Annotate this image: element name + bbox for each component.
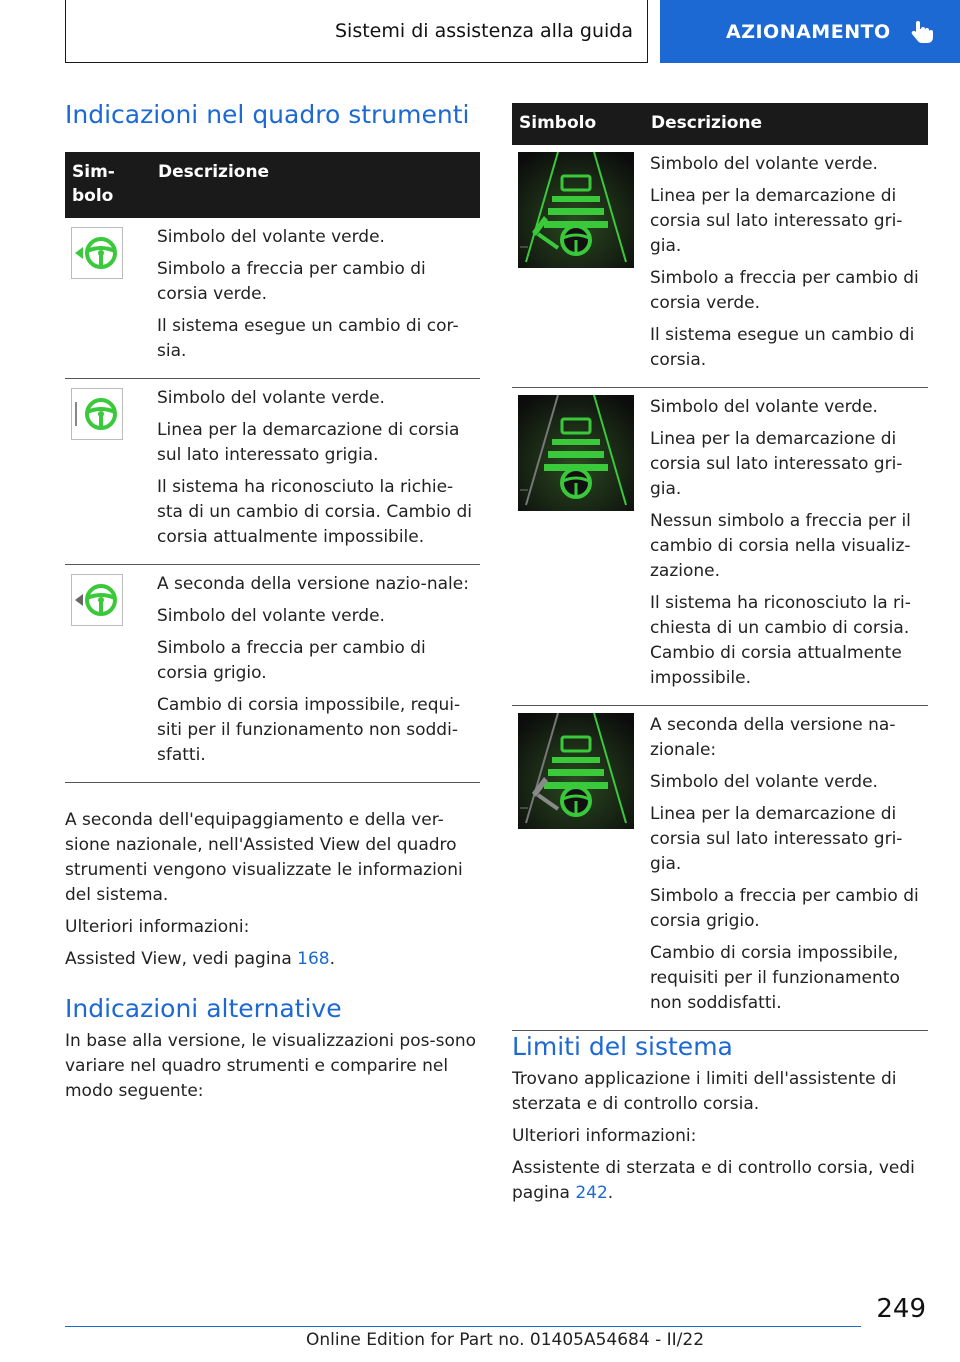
paragraph-further-info: Ulteriori informazioni: [512, 1126, 697, 1146]
steering-wheel-green-icon [71, 388, 123, 440]
section-title-alternative: Indicazioni alternative [65, 994, 342, 1023]
steering-wheel-arrow-green-icon [71, 227, 123, 279]
table-row [512, 706, 928, 1031]
section-title-indicazioni: Indicazioni nel quadro strumenti [65, 100, 470, 129]
r-row2-line3: Nessun simbolo a freccia per il cambio di corsia nella visualiz-zazione. [650, 511, 911, 581]
reference-end: . [329, 949, 336, 969]
r-row1-line4: Il sistema esegue un cambio di corsia. [650, 325, 915, 370]
right-body-text [512, 1032, 928, 1206]
assisted-view-lane-change-grey-icon [518, 713, 634, 829]
row3-line4: Cambio di corsia impossibile, requi-siti per il funzionamento non soddi-sfatti. [157, 695, 461, 765]
r-row3-line5: Cambio di corsia impossibile, requisiti per il funzionamento non soddisfatti. [650, 943, 900, 1013]
symbol-table-left [65, 152, 480, 783]
page-number: 249 [876, 1294, 926, 1324]
table-row [65, 218, 480, 379]
r-row1-line3: Simbolo a freccia per cambio di corsia verde. [650, 268, 919, 313]
table-header-row [65, 152, 480, 218]
row2-line1: Simbolo del volante verde. [157, 388, 385, 408]
page-link-242[interactable]: 242 [575, 1183, 608, 1203]
r-row2-line4: Il sistema ha riconosciuto la ri-chiesta di un cambio di corsia. Cambio di corsia attualmente impossibile. [650, 593, 911, 688]
header-section [65, 0, 648, 63]
row2-line3: Il sistema ha riconosciuto la richie-sta di un cambio di corsia. Cambio di corsia attualmente impossibile. [157, 477, 472, 547]
paragraph-further-info: Ulteriori informazioni: [65, 917, 250, 937]
col-header-symbol: Simbolo [512, 103, 644, 145]
reference-text: Assisted View, vedi pagina [65, 949, 298, 969]
col-header-symbol: Sim- bolo [65, 152, 151, 218]
paragraph-assisted-view: A seconda dell'equipaggiamento e della ver-sione nazionale, nell'Assisted View del quadro strumenti vengono visualizzate le informazioni del sistema. [65, 810, 463, 905]
col-header-description: Descrizione [644, 103, 928, 145]
table-row [512, 145, 928, 388]
assisted-view-lane-change-green-icon [518, 152, 634, 268]
steering-wheel-arrow-grey-icon [71, 574, 123, 626]
row3-line3: Simbolo a freccia per cambio di corsia grigio. [157, 638, 426, 683]
r-row3-line3: Linea per la demarcazione di corsia sul lato interessato gri-gia. [650, 804, 903, 874]
row3-line2: Simbolo del volante verde. [157, 606, 385, 626]
assisted-view-lane-grey-icon [518, 395, 634, 511]
paragraph-reference [65, 947, 477, 972]
r-row1-line1: Simbolo del volante verde. [650, 154, 878, 174]
r-row3-line1: A seconda della versione na-zionale: [650, 715, 896, 760]
header-chapter-title: AZIONAMENTO [726, 20, 891, 43]
paragraph-reference [512, 1156, 928, 1206]
header-chapter [660, 0, 960, 63]
hand-pointer-icon [909, 19, 935, 45]
r-row3-line2: Simbolo del volante verde. [650, 772, 878, 792]
left-body-text [65, 808, 477, 1104]
table-row [65, 379, 480, 565]
footer-edition: Online Edition for Part no. 01405A54684 - II/22 [306, 1330, 705, 1350]
table-header-row [512, 103, 928, 145]
r-row1-line2: Linea per la demarcazione di corsia sul lato interessato gri-gia. [650, 186, 903, 256]
col-header-description: Descrizione [151, 152, 480, 218]
r-row2-line1: Simbolo del volante verde. [650, 397, 878, 417]
reference-end: . [607, 1183, 614, 1203]
header-section-title: Sistemi di assistenza alla guida [334, 20, 633, 42]
symbol-table-right [512, 103, 928, 1031]
paragraph-limits: Trovano applicazione i limiti dell'assistente di sterzata e di controllo corsia. [512, 1069, 897, 1114]
paragraph-alternative: In base alla versione, le visualizzazioni pos-sono variare nel quadro strumenti e comparire nel modo seguente: [65, 1031, 477, 1101]
r-row2-line2: Linea per la demarcazione di corsia sul lato interessato gri-gia. [650, 429, 903, 499]
table-row [512, 388, 928, 706]
page-link-168[interactable]: 168 [297, 949, 330, 969]
r-row3-line4: Simbolo a freccia per cambio di corsia grigio. [650, 886, 919, 931]
row1-line1: Simbolo del volante verde. [157, 227, 385, 247]
section-title-limits: Limiti del sistema [512, 1032, 733, 1061]
row1-line3: Il sistema esegue un cambio di cor-sia. [157, 316, 459, 361]
row1-line2: Simbolo a freccia per cambio di corsia verde. [157, 259, 426, 304]
row3-line1: A seconda della versione nazio-nale: [157, 574, 469, 594]
table-row [65, 565, 480, 783]
reference-text: Assistente di sterzata e di controllo corsia, vedi pagina [512, 1158, 915, 1203]
row2-line2: Linea per la demarcazione di corsia sul lato interessato grigia. [157, 420, 460, 465]
footer-divider [65, 1326, 861, 1327]
